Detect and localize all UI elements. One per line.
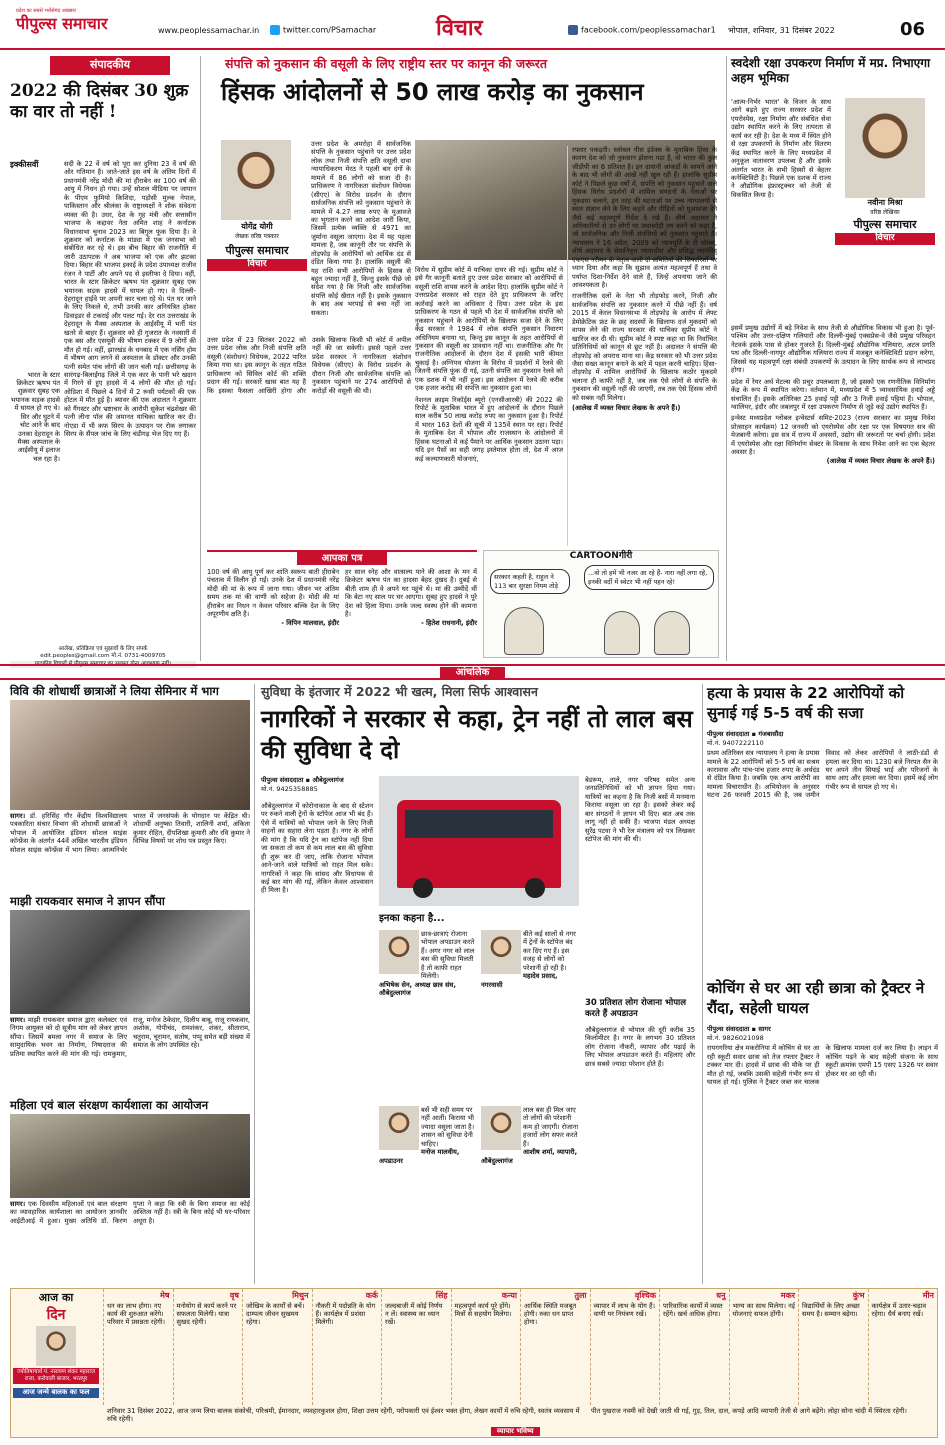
- quote-2: बीते कई सालों से नगर में ट्रेनों के स्टॉपेज बंद कर दिए गए हैं। इस वजह से लोगों को परेशानी हो रही है। महादेव प्रसाद, नगरवासी: [481, 930, 576, 989]
- cartoon-figure-3: [654, 611, 690, 655]
- lead-headline: हिंसक आंदोलनों से 50 लाख करोड़ का नुकसान: [221, 78, 644, 106]
- horoscope-bottom-right: पीत पुखराज नवमी को देखी जाती थी गई, गुड़, तिल, दाल, कपड़े आदि व्यापारी तेजी से आगे बढ़ेंगे। लोहा सोना चांदी में स्थिरता रहेगी।: [591, 1407, 907, 1415]
- quotes-label: इनका कहना है...: [379, 913, 445, 924]
- editorial-title: 2022 की दिसंबर 30 शुक्र का वार तो नहीं !: [10, 80, 189, 122]
- cartoon-label: CARTOONगीरी: [569, 551, 633, 561]
- main-photo-bus: [379, 776, 579, 906]
- sign-leo: सिंह जल्दबाजी में कोई निर्णय न लें। स्वास्थ्य का ध्यान रखें।: [381, 1289, 451, 1405]
- sign-aquarius: कुंभ विद्यार्थियों के लिए अच्छा समय है। सम्मान बढ़ेगा।: [798, 1289, 868, 1405]
- sign-sagittarius: धनु पारिवारिक कार्यों में व्यस्त रहेंगे। खर्च अधिक होगा।: [659, 1289, 729, 1405]
- main-sub-body: औबेदुल्लागंज से भोपाल की दूरी करीब 35 किलोमीटर है। नगर के लगभग 30 प्रतिशत लोग रोजाना नौकरी, व्यापार और पढ़ाई के लिए भोपाल अपडाउन करते हैं। महिलाएं और छात्र सबसे ज्यादा परेशान होते हैं।: [585, 1026, 695, 1068]
- logo-text: पीपुल्स समाचार: [16, 13, 108, 33]
- r1-body: प्रथम अतिरिक्त सत्र न्यायालय ने हत्या के प्रयास मामले के 22 आरोपियों को 5-5 वर्ष का सश्रम कारावास और पांच-पांच हजार रुपए के अर्थदंड से दंडित किया है। जबकि एक अन्य आरोपी का मामला विचाराधीन है। अभियोजन के अनुसार घटना 26 फरवरी 2015 की है, जब जमीन विवाद को लेकर आरोपियों ने लाठी-डंडों से हमला कर दिया था। 1230 बजे निरपत सैन के घर अपने तीन सियाई भाई और परिजनों के साथ आए और हमला कर दिया। इसमें कई लोग गंभीर रूप से घायल हो गए थे।: [707, 749, 938, 800]
- sign-aries: मेष धन का लाभ होगा। नए कार्य की शुरुआत करेंगे। परिवार में प्रसन्नता रहेगी।: [103, 1289, 173, 1405]
- lead-col-b: विरोध में सुप्रीम कोर्ट में याचिका दायर की गई। सुप्रीम कोर्ट ने इसे गैर कानूनी बताते हुए उत्तर प्रदेश सरकार को आरोपियों से वसूली राशि वापस करने के आदेश दिए। हालांकि सुप्रीम कोर्ट ने उत्तरप्रदेश सरकार को राहत देते हुए प्राधिकरण के जरिए कार्रवाई करने का अधिकार दे दिया। उत्तर प्रदेश के इस प्राधिकरण के गठन से पहले भी देश में सार्वजनिक संपत्ति को नुकसान पहुंचाने के आरोपियों के खिलाफ सजा देने के लिए केंद्र सरकार ने 1984 में लोक संपत्ति नुकसान निवारण अधिनियम बनाया था, किन्तु इस कानून के तहत आरोपियों से नुकसान की वसूली का प्रावधान नहीं था। राजनीतिक और गैर राजनीतिक आंदोलनों के दौरान देश में इसकी भारी कीमत चुकाई है। अग्निपथ योजना के विरोध में प्रदर्शनों में रेलवे की जितनी संपत्ति फूंक दी गई, उतनी संपत्ति का नुकसान रेलवे को एक दशक में भी नहीं हुआ। इस आंदोलन में रेलवे की करीब एक हजार करोड़ की संपत्ति का नुकसान हुआ था। नेशनल क्राइम रिकॉर्ड्स ब्यूरो (एनसीआरबी) की 2022 की रिपोर्ट के मुताबिक भारत में हुए आंदोलनों के दौरान पिछले साल करीब 50 लाख करोड़ रुपए का नुकसान हुआ है। रिपोर्ट में भारत 163 देशों की सूची में 135वें स्थान पर रहा। रिपोर्ट के मुताबिक देश में भोपाल और राजस्थान के आंदोलनों में हिंसक घटनाओं में कई पैमाने पर आर्थिक नुकसान उठाना पड़ा। यदि इन पैसों का सही जगह इस्तेमाल होता तो, देश में आज कई कल्याणकारी योजनाएं,: [415, 266, 563, 463]
- twitter-icon: [270, 25, 280, 35]
- letters-box: [207, 550, 477, 658]
- quote-photo-4: [481, 1106, 521, 1150]
- sign-capricorn: मकर भाग्य का साथ मिलेगा। नई योजनाएं सफल होंगी।: [729, 1289, 799, 1405]
- right-body-2: इसमें प्रमुख उद्योगों में बड़े निवेश के साथ तेजी से औद्योगिक विकास भी हुआ है। पूर्व-पश्चिम और उत्तर-दक्षिण गलियारों और दिल्ली-मुंबई एक्सप्रेस-वे जैसे प्रमुख परिवहन नेटवर्क इसके पास से होकर गुजरते हैं। दिल्ली-मुंबई औद्योगिक गलियारा, अटल प्रगति पथ और दिल्ली-नागपुर औद्योगिक गलियारा राज्य में मजबूत कनेक्टिविटी प्रदान करेगा, जिससे यह महत्वपूर्ण रक्षा संबंधी उपकरणों के उत्पादन के लिए सार्थक रूप से लाभप्रद होगा। प्रदेश में रेयर अर्थ मेटल्स की प्रचुर उपलब्धता है, जो इसको एक रणनीतिक विनिर्माण केंद्र के रूप में स्थापित करेगा। वर्तमान में, मध्यप्रदेश में 5 व्यावसायिक हवाई अड्डे संचालित हैं। इसके अतिरिक्त 25 हवाई पट्टी और 3 निजी हवाई पट्टियां हैं। भोपाल, ग्वालियर, इंदौर और जबलपुर में रक्षा उपकरण निर्माण से जुड़े कई उद्योग स्थापित हैं। इन्वेस्ट मध्यप्रदेश ग्लोबल इन्वेस्टर्स समिट-2023 (राज्य सरकार का प्रमुख निवेश प्रोत्साहन कार्यक्रम) 12 जनवरी को एयरोस्पेस और रक्षा पर एक विषयगत सत्र की मेजबानी करेगा। इस सत्र में राज्य में अवसरों, उद्योग की जरूरतों पर चर्चा होगी। प्रदेश में एयरोस्पेस और रक्षा विनिर्माण सेक्टर के विकास के साथ निवेश आने का एक बेहतर अवसर है। (आलेख में व्यक्त विचार लेखक के अपने हैं।): [731, 324, 935, 465]
- s1-body: सागर। डॉ. हरिसिंह गौर केंद्रीय विश्वविद्यालय पत्रकारिता संचार विभाग की शोधार्थी छात्राओं ने भोपाल में आयोजित इंडियन सोशल साइंस कॉन्फ्रेंस के अंतर्गत 44वें अखिल भारतीय इंडियन सोशल साइंस कॉन्फ्रेंस में भाग लिया। आत्मनिर्भर भारत में जनसंपर्क के योगदान पर केंद्रित थी। शोधार्थी अनुष्का तिवारी, शालिनी शर्मा, अंकिता कुमार रोहित, दीपशिखा कुमारी और रवि कुमार ने विभिन्न विषयों पर शोध पत्र प्रस्तुत किए।: [10, 812, 250, 854]
- twitter-link[interactable]: twitter.com/PSamachar: [270, 25, 376, 36]
- cartoon-box: [483, 550, 719, 658]
- aaj-ka-din: आज का दिन ज्योतिषाचार्य पं. नारायण शंकर महाराज राजा, करोवाली बाजार, भरतपुर आज जन्मे बालक का फल: [11, 1289, 101, 1439]
- s3-headline: महिला एवं बाल संरक्षण कार्यशाला का आयोजन: [10, 1098, 209, 1112]
- bus-icon: [397, 800, 561, 888]
- lead-col-a: उत्तर प्रदेश में 23 सितंबर 2022 को उत्तर प्रदेश लोक और निजी संपत्ति क्षति वसूली (संशोधन) विधेयक, 2022 पारित किया गया था। इस कानून के तहत गठित प्राधिकरण को सिविल कोर्ट की शक्ति प्रदान की गई। सरकारें खास बात यह है कि इसका फैसला आखिरी होगा और उसके खिलाफ किसी भी कोर्ट में अपील नहीं की जा सकेगी। इससे पहले उत्तर प्रदेश सरकार ने नागरिकता संशोधन विधेयक (सीएए) के विरोध प्रदर्शन के दौरान निजी और सार्वजनिक संपत्ति को नुकसान पहुंचाने पर 274 आरोपियों से करोड़ों की वसूली की थी।: [207, 336, 411, 395]
- regional-left: [10, 684, 250, 1284]
- r1-byline: पीपुल्स संवाददाता ▪ गंजबासौदा मो.नं. 9407222110: [707, 730, 784, 747]
- author-name: योगेंद्र योगी: [241, 222, 273, 231]
- sign-virgo: कन्या महत्वपूर्ण कार्य पूरे होंगे। मित्रों से सहयोग मिलेगा।: [451, 1289, 521, 1405]
- main-col-1: औबेदुल्लागंज में कोरोनाकाल के बाद से स्टेशन पर रुकने वाली ट्रेनों के स्टॉपेज आज भी बंद हैं। ऐसे में यात्रियों को भोपाल जाने के लिए निजी वाहनों का सहारा लेना पड़ता है। नगर के लोगों की मांग है कि यदि ट्रेन का स्टॉपेज नहीं दिया जा सकता तो कम से कम लाल बस की सुविधा ही शुरू कर दी जाए, ताकि रोजाना भोपाल आने-जाने वाले यात्रियों को राहत मिल सके। नागरिकों ने कहा कि सांसद और विधायक से कई बार मांग की गई, लेकिन केवल आश्वासन ही मिला है।: [261, 802, 373, 895]
- editorial-strip-body: भारत के स्टार क्रिकेटर ऋषभ पंत शुक्रवार सुबह एक भयानक सड़क हादसे में घायल हो गए थे। सिर और घुटने में चोट आने के बाद उनका देहरादून के मैक्स अस्पताल के आईसीयू में इलाज चल रहा है।: [10, 370, 60, 463]
- editorial: [10, 56, 196, 667]
- lead-article: [200, 56, 720, 661]
- author-role-2: वरिष्ठ लेखिका: [870, 208, 900, 216]
- main-col-3: बेडरूम, ताले, नगर परिषद समेत अन्य जनप्रतिनिधियों को भी ज्ञापन दिया गया। यात्रियों का कहना है कि निजी बसों में मनमाना किराया वसूला जा रहा है। इसको लेकर कई बार संगठनों ने ज्ञापन भी दिए। बात अब तक लागू नहीं हो सकी है। भाजपा मंडल अध्यक्ष सुरेंद्र पटवा ने भी रेल मंत्रालय को पत्र लिखकर स्टॉपेज की मांग की थी।: [585, 776, 695, 844]
- cartoon-figure-2: [604, 611, 640, 655]
- astrologer-photo: [36, 1326, 76, 1366]
- lead-kicker: संपत्ति को नुकसान की वसूली के लिए राष्ट्रीय स्तर पर कानून की जरूरत: [225, 56, 548, 71]
- sign-cancer: कर्क नौकरी में पदोन्नति के योग हैं। कार्यक्षेत्र में प्रशंसा मिलेगी।: [312, 1289, 382, 1405]
- right-body: 'आत्म-निर्भर भारत' के विजन के साथ आगे बढ़ते हुए राज्य सरकार प्रदेश में एयरोस्पेस, रक्षा निर्माण और संबंधित सेवा उद्योग स्थापित करने के लिए तत्परता से कार्य कर रही है। देश के मध्य में स्थित होने से रक्षा उपकरणों के निर्माण और वितरण केंद्र स्थापित करने के लिए मध्यप्रदेश में अनुकूल वातावरण उपलब्ध है और इसके अंतर्गत भारत के सभी हिस्सों से बेहतर कनेक्टिविटी है। पिछले एक दशक में राज्य ने औद्योगिक इंफ्रास्ट्रक्चर को तेजी से विकसित किया है।: [731, 98, 831, 199]
- s3-photo: [10, 1114, 250, 1198]
- letter-1: 100 वर्ष की आयु पूर्ण कर शांति स्वरूप बाती हीराबेन पंचतत्व में विलीन हो गईं। उनके देश में प्रधानमंत्री नरेंद्र मोदी की मां के रूप में जाना गया। जीवन भर अंतिम समय तक मां की वाणी को सहेजा है। मोदी की मां हीराबेन का निधन न केवल परिवार बल्कि देश के लिए अपूरणीय क्षति है। - विपिन मालवाल, इंदौर: [207, 568, 339, 627]
- regional-band: [0, 664, 945, 680]
- letter-2: हर साल स्नेह और वात्सल्य पाने की आशा के मन में क्रिकेटर ऋषभ पंत का हादसा बेहद दुखद है। दुबई से बीती शाम ही वे अपने घर पहुंचे थे। मां की उम्मीदें थीं कि बेटा नए साल पर घर आएगा। सुबह हुए हादसे ने पूरे देश को हिला दिया। उनके जल्द स्वस्थ होने की कामना है। - हितेश राधनानी, इंदौर: [345, 568, 477, 627]
- regional-right: [702, 684, 938, 1284]
- editorial-strip-word: इक्कीसवीं: [10, 160, 39, 169]
- right-column: [726, 56, 938, 661]
- s1-headline: विवि की शोधार्थी छात्राओं ने लिया सेमिनार में भाग: [10, 684, 219, 698]
- logo-tag: प्रदेश का सबसे भरोसेमंद अखबार: [16, 8, 76, 14]
- regional-main: [254, 684, 698, 1284]
- editorial-label: संपादकीय: [50, 56, 170, 75]
- s2-body: सागर। माझी रायकवार समाज द्वारा कलेक्टर एवं निगम आयुक्त को दो सूत्रीय मांग को लेकर ज्ञापन सौंपा। जिसमें बमला नगर में समाज के लिए सामुदायिक भवन का निर्माण, निषादराज की प्रतिमा स्थापित करने की मांग की गई। रामकुमार, राजू, मनोज ठेकेदार, दिलीप बाबू, राजू रायकवार, अशोक, गोपीचंद, रामशंकर, शंकर, सीताराम, चतुराम, चूरामन, संतोष, पप्पू समेत बड़ी संख्या में समाज के लोग उपस्थित रहे।: [10, 1016, 250, 1058]
- right-headline: स्वदेशी रक्षा उपकरण निर्माण में मप्र. निभाएगा अहम भूमिका: [731, 56, 931, 85]
- r2-body: रायगगरिया क्षेत्र मकरोनिया में कोचिंग से घर आ रही स्कूटी सवार छात्रा को तेज रफ्तार ट्रैक्टर ने टक्कर मार दी। हादसे में छात्रा की मौके पर ही मौत हो गई, जबकि उसकी सहेली गंभीर रूप से घायल हो गई। पुलिस ने ट्रैक्टर जब्त कर चालक के खिलाफ मामला दर्ज कर लिया है। लाइन में कोचिंग पढ़ने के बाद सहेली संजना के साथ स्कूटी क्रमांक एमपी 15 एसए 1326 पर सवार होकर घर आ रही थी।: [707, 1044, 938, 1087]
- biz-label: व्यापार भविष्य: [491, 1427, 540, 1436]
- cartoon-figure-1: [504, 607, 544, 655]
- lead-col-a-top: उत्तर प्रदेश के अमरोहा में सार्वजनिक संपत्ति के नुकसान पहुंचाने पर उत्तर प्रदेश लोक तथा निजी संपत्ति क्षति वसूली दावा न्यायाधिकरण मेरठ ने पहली बार दंगों के मामले में 86 लोगों को सजा दी है। प्राधिकरण ने नागरिकता संशोधन विधेयक (सीएए) के विरोध प्रदर्शन के दौरान सार्वजनिक संपत्ति को नुकसान पहुंचाने के मामले में 4.27 लाख रुपए के मुआवजे का भुगतान करने का आदेश जारी किया, जिसमें प्रत्येक व्यक्ति से 4971 का जुर्माना वसूला जाएगा। देश में यह पहला मामला है, जब कानूनी तौर पर संपत्ति के तोड़फोड़ के आरोपियों को आर्थिक दंड से दंडित किया गया है। हालांकि वसूली की यह राशि सभी आरोपियों के हिसाब से बहुत ज्यादा नहीं है, किन्तु इसके पीछे जो संदेश गया है कि निजी और सार्वजनिक संपत्ति कोई खैरात नहीं है। इसके नुकसान के बाद अब भरपाई से बचा नहीं जा सकता।: [311, 140, 411, 317]
- letters-label: आपका पत्र: [297, 552, 387, 565]
- s3-body: सागर। एक दिवसीय महिलाओं एवं बाल संरक्षण का व्यावहारिक कार्यशाला का आयोजन ज्ञानवीर आईटीआई में हुआ। मुख्य अतिथि डॉ. किरण गुप्ता ने कहा कि स्त्री के बिना समाज का कोई अस्तित्व नहीं है। स्त्री के बिना कोई भी घर-परिवार अधूरा है।: [10, 1200, 250, 1225]
- horoscope-bottom: शनिवार 31 दिसंबर 2022, आज जन्म लिया बालक संकोची, परिश्रमी, ईमानदार, व्यवहारकुशल होगा, शिक्षा उत्तम रहेगी, परोपकारी एवं ईश्वर भक्त होगा, लेखन कार्यों में रुचि रहेगी, स्वतंत्र व्यवसाय में रुचि रहेगी।: [107, 1407, 580, 1424]
- dateline: भोपाल, शनिवार, 31 दिसंबर 2022: [728, 26, 835, 35]
- author-photo-2: [845, 98, 925, 198]
- masthead: [0, 0, 945, 50]
- section-title: विचार: [436, 16, 483, 41]
- r2-byline: पीपुल्स संवाददाता ▪ सागर मो.नं. 9826021098: [707, 1025, 771, 1042]
- editorial-strip: [10, 160, 60, 650]
- s2-photo: [10, 910, 250, 1014]
- editorial-footer: आलेख, प्रतिक्रिया एवं सुझावों के लिए संपर्क edit.peoples@gmail.com मो.नं. 0731-4009705 पाठकीय विचारों से पीपुल्स समाचार का सहमत होना आवश्यक नहीं।: [10, 646, 196, 668]
- sign-gemini: मिथुन जोखिम के कार्यों से बचें। दाम्पत्य जीवन सुखमय रहेगा।: [242, 1289, 312, 1405]
- author-role: लेखक वरिष्ठ पत्रकार: [235, 232, 279, 240]
- s1-photo: [10, 700, 250, 810]
- s2-headline: माझी रायकवार समाज ने ज्ञापन सौंपा: [10, 894, 165, 908]
- website-link[interactable]: www.peoplessamachar.in: [158, 26, 260, 35]
- quote-4: लाल बस ही मिल जाए तो लोगों की परेशानी कम हो जाएगी। रोजाना हजारों लोग सफर करते हैं। आशीष शर्मा, व्यापारी, औबेदुल्लागंज: [481, 1106, 579, 1165]
- quote-photo-3: [379, 1106, 419, 1150]
- r2-headline: कोचिंग से घर आ रही छात्रा को ट्रैक्टर ने रौंदा, सहेली घायल: [707, 979, 925, 1017]
- sign-libra: तुला आर्थिक स्थिति मजबूत होगी। रुका धन प्राप्त होगा।: [520, 1289, 590, 1405]
- sign-scorpio: वृश्चिक व्यापार में लाभ के योग हैं। वाणी पर नियंत्रण रखें।: [590, 1289, 660, 1405]
- regional-label: आंचलिक: [440, 667, 506, 678]
- quote-photo-1: [379, 930, 419, 974]
- cartoon-bubble-2: ...वो तो हमें भी नजर आ रहे हैं- नारा नहीं लगा रहे, इनकी वर्दी में स्वेटर भी नहीं पहन रहे!: [584, 565, 714, 590]
- sign-pisces: मीन कार्यक्षेत्र में उतार-चढ़ाव रहेगा। धैर्य बनाए रखें।: [868, 1289, 938, 1405]
- quote-1: छात्र-छात्राएं रोजाना भोपाल अपडाउन करते हैं। अगर नगर को लाल बस की सुविधा मिलती है तो काफी राहत मिलेगी। अभिषेक सेन, अध्यक्ष छात्र संघ, औबेदुल्लागंज: [379, 930, 475, 998]
- cartoon-bubble-1: सरकार कहती है, राहुल ने 113 बार सुरक्षा नियम तोड़े: [490, 569, 570, 594]
- main-byline: पीपुल्स संवाददाता ▪ औबेदुल्लागंज मो.नं. 9425358885: [261, 776, 344, 793]
- zodiac-grid: [103, 1289, 937, 1405]
- main-kicker: सुविधा के इंतजार में 2022 भी खत्म, मिला सिर्फ आश्वासन: [261, 684, 538, 699]
- editorial-body: सदी के 22 वें वर्ष को पूरा कर दुनिया 23 वें वर्ष की ओर गतिमान है। जाते-जाते इस वर्ष के अंतिम दिनों में प्रधानमंत्री नरेंद्र मोदी की मां हीराबेन का 100 वर्ष की आयु में निधन हो गया। उन्हें सोशल मीडिया पर जापान के पीएम फुमियो किशिदा, पड़ोसी मुल्क नेपाल, पाकिस्तान और श्रीलंका के राष्ट्राध्यक्षों ने शोक संवेदना व्यक्त की है। उधर, देश के गृह मंत्री और सत्तासीन भाजपा के कद्दावर नेता अमित शाह ने कर्नाटक विधानसभा चुनाव 2023 का बिगुल फूंक दिया है। वे शुक्रवार को कर्नाटक के मांड्या में एक जनसभा को संबोधित कर रहे थे। इस बीच बिहार की राजनीति में जारी उठापटक ने अब भाजपा को एक और झटका दिया। बिहार की भाजपा इकाई के प्रदेश उपाध्यक्ष राजीव रंजन ने पार्टी और अपने पद से इस्तीफा दे दिया। वहीं, भारत के स्टार क्रिकेटर ऋषभ पंत शुक्रवार सुबह एक भयानक सड़क हादसे में घायल हो गए। वे दिल्ली-देहरादून हाईवे पर अपनी कार चला रहे थे। पंत घर जाने के लिए निकले थे, तभी उनकी कार अनियंत्रित होकर डिवाइडर से टकराई और पलट गई। देर रात उत्तराखंड के देहरादून के मैक्स अस्पताल के आईसीयू में भर्ती पंत खतरे से बाहर हैं। शुक्रवार को ही गुजरात के नवसारी में एक बस और एसयूवी की भीषण टक्कर में 9 लोगों की मौत हो गई। वहीं, झारखंड के धनबाद में एक नर्सिंग होम में भीषण आग लगने से अस्पताल के डॉक्टर और उनकी पत्नी समेत पांच लोगों की जान चली गई। छत्तीसगढ़ के सारंगढ़-बिलाईगढ़ जिले में एक कार के पानी भरे खदान में गिरने से हुए हादसे में 4 लोगों की मौत हो गई। ओडिशा में पिछले 4 दिनों में 2 रूसी पर्यटकों की एक होटल में मौत हुई है। ब्यावर की एक अदालत ने शुक्रवार को गैंगस्टर और भ्रष्टाचार के आरोपी सुकेश चंद्रशेखर की पत्नी लीना पॉल की जमानत याचिका खारिज कर दी। नोएडा में भी कफ सिरप के उत्पादन पर रोक लगाकर सिरप के सैंपल जांच के लिए चंडीगढ़ भेज दिए गए हैं।: [64, 160, 196, 438]
- sign-taurus: वृष मनोयोग से कार्य करने पर सफलता मिलेगी। यात्रा सुखद रहेगी।: [173, 1289, 243, 1405]
- r1-headline: हत्या के प्रयास के 22 आरोपियों को सुनाई गई 5-5 वर्ष की सजा: [707, 684, 905, 722]
- facebook-link[interactable]: facebook.com/peoplessamachar1: [568, 25, 716, 36]
- brand-stamp-2: पीपुल्स समाचार विचार: [835, 218, 935, 244]
- horoscope-strip: [10, 1288, 938, 1438]
- right-author-box: [835, 98, 935, 298]
- facebook-icon: [568, 25, 578, 35]
- lead-col-c: रफ्तार पकड़ती। स्लोबल पीस इंडेक्स के मुताबिक हिंसा के कारण देश को जो नुकसान झेलना पड़ा है, वो भारत की कुल जीडीपी का 6 प्रतिशत है। इन दावानों आंकड़ों के सामने आने के बाद भी लोगों की आंखें नहीं खुल रही हैं। हालांकि सुप्रीम कोर्ट ने पिछले कुछ वर्षों में, संपत्ति को नुकसान पहुंचाने वाले हिंसक विरोध प्रदर्शनों में शामिल संगठनों के नेताओं पर मुकदमा चलाने, इन तरह की घटनाओं पर उच्च न्यायालयों से स्वतः संज्ञान लेने के लिए कहने और पीड़ितों को मुआवजा देने जैसे कई महत्वपूर्ण निर्देश दे रखे हैं। शीर्ष अदालत ने अधिकारियों से उन लोगों पर जवाबदेही तय करने को कहा है, जो सार्वजनिक और निजी संपत्तियों को नुकसान पहुंचाते हैं। न्यायालय ने 16 अप्रैल, 2009 को न्यायमूर्ति के टी थॉमस, शीर्ष अदालत के सेवानिवृत्त न्यायाधीश और प्रसिद्ध न्यायविद् एफएस नरीमन के नेतृत्व वाली दो समितियों की सिफारिशों पर ध्यान दिया और कहा कि सुझाव अत्यंत महत्वपूर्ण हैं तथा वे पर्याप्त दिशा-निर्देश देने वाले हैं, जिन्हें अपनाया जाने की आवश्यकता है। राजनीतिक दलों के नेता भी तोड़फोड़ करने, निजी और सार्वजनिक संपत्ति का नुकसान करने में पीछे नहीं हैं। वर्ष 2015 में केरल विधानसभा में तोड़फोड़ के आरोप में लेफ्ट डेमोक्रेटिक फ्रंट के छह सदस्यों के खिलाफ दर्ज मुकदमों को वापस लेने की राज्य सरकार की याचिका सुप्रीम कोर्ट ने खारिज कर दी थी। सुप्रीम कोर्ट ने स्पष्ट कहा था कि निर्वाचित प्रतिनिधियों को कानून से छूट नहीं है। अदालत ने संपत्ति की तोड़फोड़ को अपराध माना था। केंद्र सरकार को भी उत्तर प्रदेश जैसा सख्त कानून बनाने के बारे में पहल करनी चाहिए। हिंसा-तोड़फोड़ में शामिल आरोपियों के खिलाफ कठोर मुकदमे चलाना ही काफी नहीं है, जब तक ऐसे लोगों से संपत्ति के नुकसान की वसूली नहीं की जाएगी, तब तक ऐसे हिंसक लोगों को सबक नहीं मिलेगा। (आलेख में व्यक्त विचार लेखक के अपने हैं।): [567, 146, 717, 546]
- author-name-2: नवीना मिश्रा: [867, 198, 903, 207]
- page-number: 06: [900, 19, 926, 40]
- quote-3: बसें भी सही समय पर नहीं आतीं। किराया भी ज्यादा वसूला जाता है। शासन को सुविधा देनी चाहिए। मनोज मालवीय, अपडाउनर: [379, 1106, 475, 1165]
- main-subhead: 30 प्रतिशत लोग रोजाना भोपाल करते हैं अपडाउन: [585, 998, 686, 1020]
- logo: [16, 8, 156, 36]
- lead-author-box: [207, 140, 307, 300]
- author-photo: [221, 140, 291, 220]
- brand-stamp: पीपुल्स समाचार विचार: [207, 244, 307, 270]
- main-headline: नागरिकों ने सरकार से कहा, ट्रेन नहीं तो लाल बस की सुविधा दे दो: [261, 705, 693, 765]
- quotes-grid: [379, 930, 579, 1280]
- quote-photo-2: [481, 930, 521, 974]
